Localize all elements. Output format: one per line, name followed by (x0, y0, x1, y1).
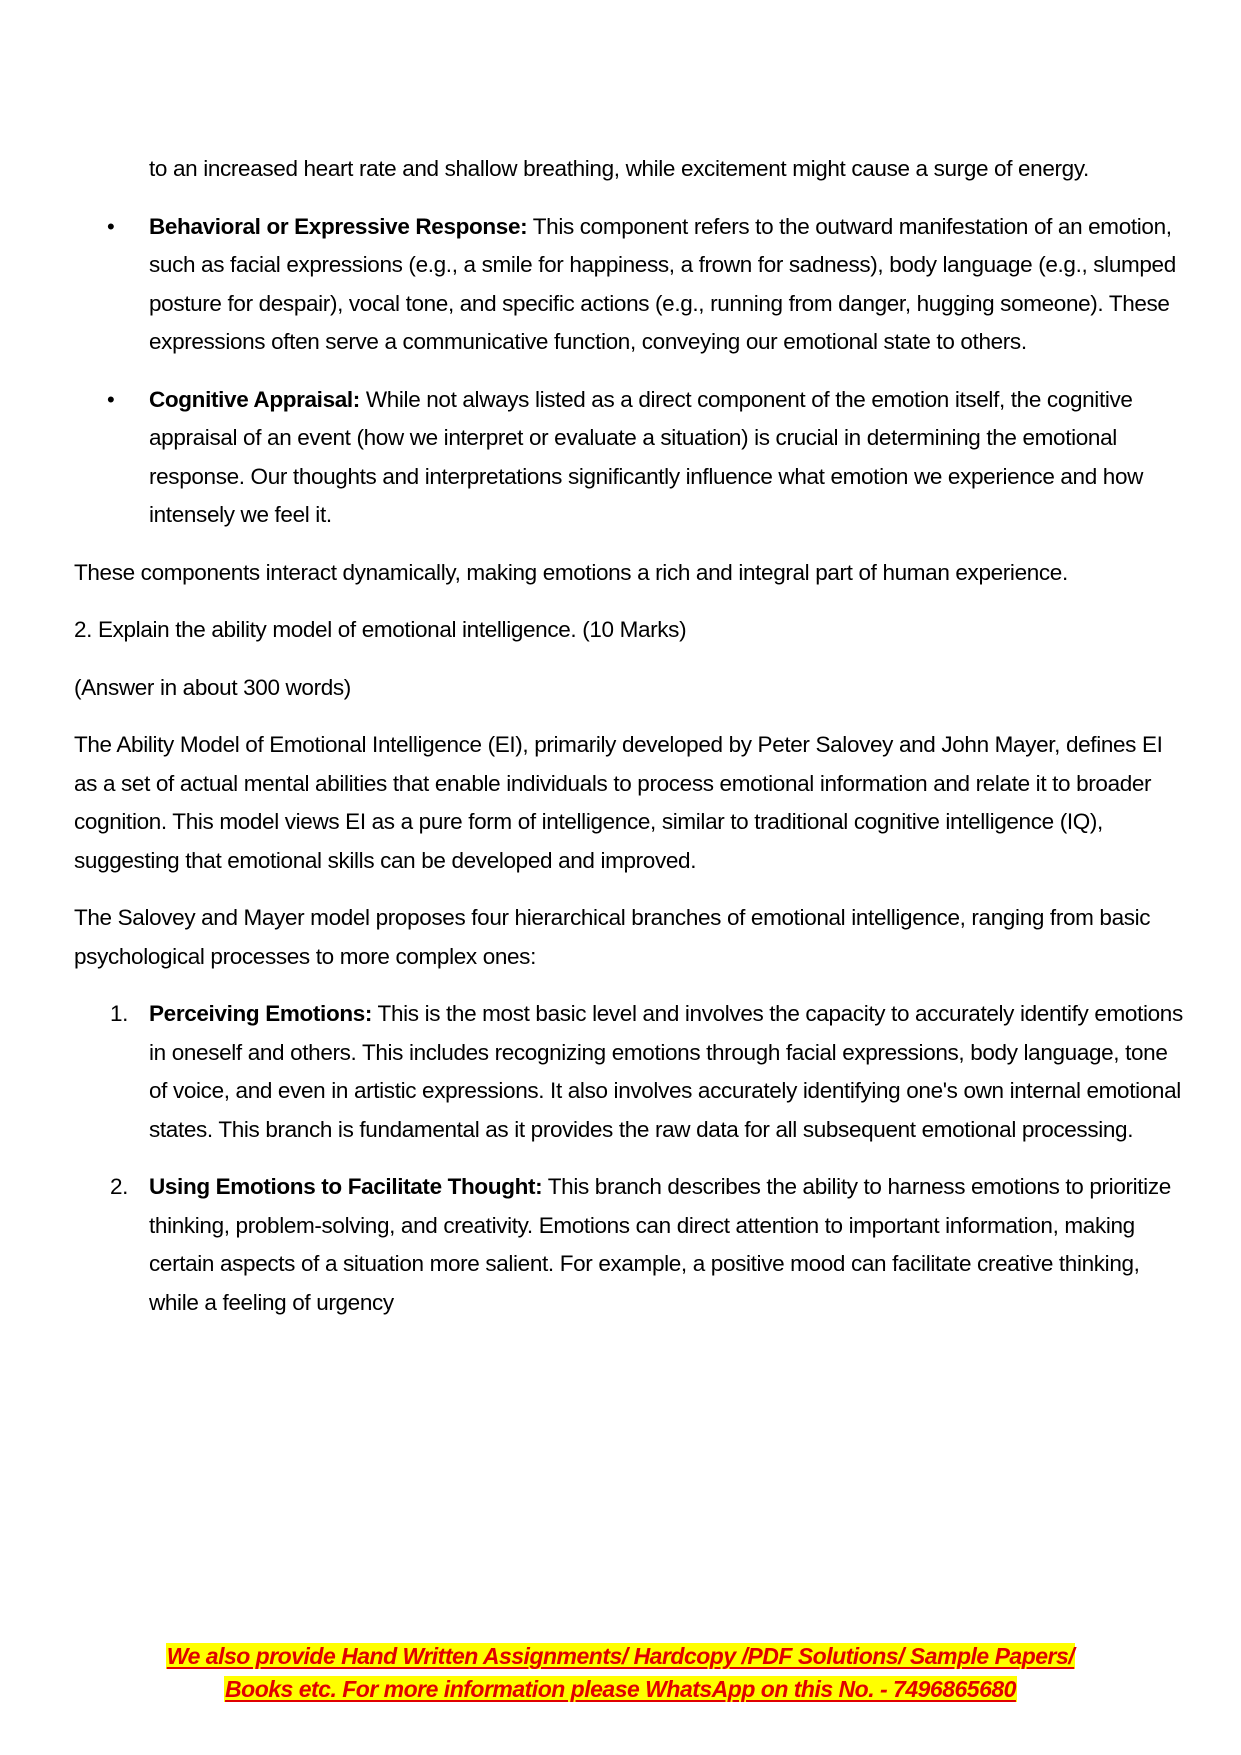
list-item-perceiving-emotions (74, 995, 1184, 1149)
document-page (74, 150, 1184, 1341)
item-text: This branch describes the ability to harness emotions to prioritize thinking, problem-solving, and creativity. Emotions can direct attention to important information, making certain aspects of a situation more salient. For example, a positive mood can facilitate creative thinking, while a feeling of urgency (149, 1174, 1171, 1315)
intro-paragraph: The Ability Model of Emotional Intelligence (EI), primarily developed by Peter Salovey and John Mayer, defines EI as a set of actual mental abilities that enable individuals to process emotional information and relate it to broader cognition. This model views EI as a pure form of intelligence, similar to traditional cognitive intelligence (IQ), suggesting that emotional skills can be developed and improved. (74, 732, 1163, 873)
item-label: Behavioral or Expressive Response: (149, 213, 528, 239)
summary-paragraph: These components interact dynamically, making emotions a rich and integral part of human experience. (74, 559, 1068, 585)
promo-line-2: Books etc. For more information please WhatsApp on this No. - 7496865680 (225, 1676, 1016, 1702)
item-number: 2. (110, 1174, 129, 1199)
list-item-behavioral-response (74, 208, 1184, 362)
question-heading: 2. Explain the ability model of emotional intelligence. (10 Marks) (74, 617, 687, 642)
word-limit-note: (Answer in about 300 words) (74, 674, 351, 700)
item-label: Cognitive Appraisal: (149, 386, 360, 412)
list-item-using-emotions (74, 1168, 1184, 1322)
promo-line-1: We also provide Hand Written Assignments/ Hardcopy /PDF Solutions/ Sample Papers/ (166, 1643, 1075, 1669)
item-label: Using Emotions to Facilitate Thought: (149, 1174, 543, 1199)
bullet-icon: • (107, 213, 115, 239)
continuation-paragraph: to an increased heart rate and shallow breathing, while excitement might cause a surge of energy. (149, 156, 1089, 181)
list-item-cognitive-appraisal (74, 381, 1184, 535)
item-text: While not always listed as a direct component of the emotion itself, the cognitive appraisal of an event (how we interpret or evaluate a situation) is crucial in determining the emotional response. Our thoughts and interpretations significantly influence what emotion we experience and how intensely we feel it. (149, 386, 1144, 527)
item-text: This is the most basic level and involves the capacity to accurately identify emotions in oneself and others. This includes recognizing emotions through facial expressions, body language, tone of voice, and even in artistic expressions. It also involves accurately identifying one's own internal emotional states. This branch is fundamental as it provides the raw data for all subsequent emotional processing. (149, 1001, 1183, 1142)
item-number: 1. (110, 1001, 129, 1026)
branches-intro-paragraph: The Salovey and Mayer model proposes four hierarchical branches of emotional intelligence, ranging from basic psychological processes to more complex ones: (74, 905, 1151, 969)
item-label: Perceiving Emotions: (149, 1001, 373, 1026)
promo-footer (0, 1640, 1241, 1706)
item-text: This component refers to the outward manifestation of an emotion, such as facial expressions (e.g., a smile for happiness, a frown for sadness), body language (e.g., slumped posture for despair), vocal tone, and specific actions (e.g., running from danger, hugging someone). These expressions often serve a communicative function, conveying our emotional state to others. (149, 213, 1176, 354)
bullet-icon: • (107, 386, 115, 412)
